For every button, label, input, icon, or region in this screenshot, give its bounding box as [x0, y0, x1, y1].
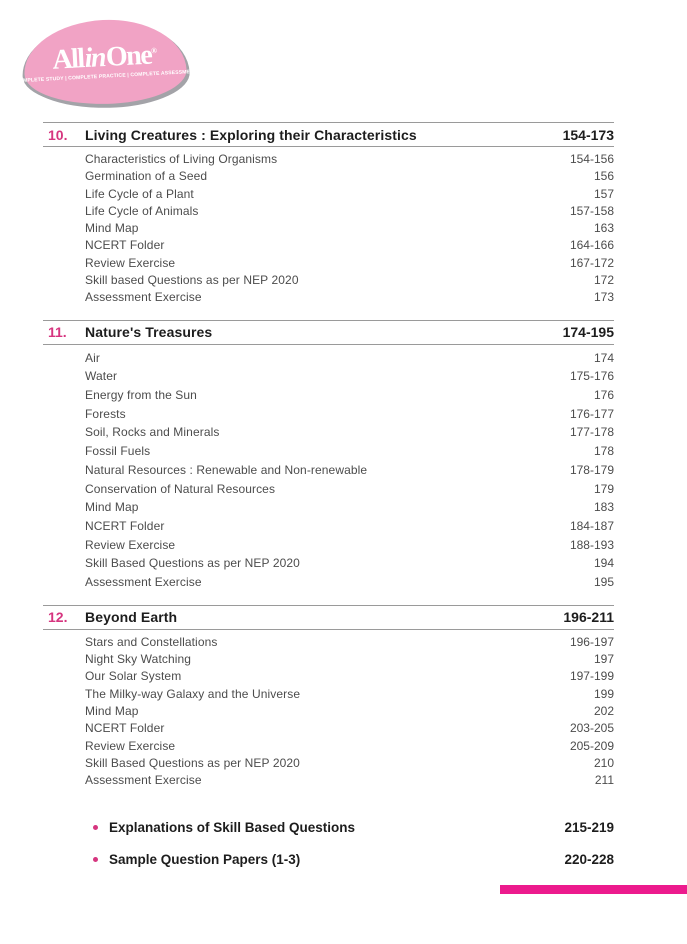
toc-entry-pages: 163 — [593, 221, 614, 236]
toc-entry-label: Conservation of Natural Resources — [85, 481, 276, 496]
table-of-contents — [43, 122, 614, 880]
toc-entry — [85, 703, 614, 720]
toc-entry-label: Fossil Fuels — [85, 444, 151, 459]
toc-entry-label: Natural Resources : Renewable and Non-renewable — [85, 462, 368, 477]
toc-entry — [85, 442, 614, 461]
toc-entry-pages: 188-193 — [569, 537, 614, 552]
extras-list — [43, 816, 614, 870]
toc-entry — [85, 405, 614, 424]
toc-entry-pages: 205-209 — [569, 738, 614, 753]
toc-entry-pages: 164-166 — [569, 238, 614, 253]
toc-entry-label: NCERT Folder — [85, 721, 165, 736]
toc-entry — [85, 349, 614, 368]
bullet-icon — [93, 857, 98, 862]
toc-entry — [85, 255, 614, 272]
toc-entry — [85, 237, 614, 254]
bullet-icon — [93, 825, 98, 830]
toc-entry — [85, 517, 614, 536]
toc-entry-label: Assessment Exercise — [85, 773, 202, 788]
toc-entry — [85, 554, 614, 573]
chapter-title: Nature's Treasures — [85, 324, 213, 341]
footer-accent-bar — [500, 885, 687, 894]
toc-entry-label: Life Cycle of Animals — [85, 203, 199, 218]
chapter-heading — [43, 122, 614, 147]
toc-entry-pages: 175-176 — [569, 369, 614, 384]
chapter-number: 12. — [48, 609, 68, 626]
allinone-logo — [14, 20, 197, 104]
toc-entry-pages: 154-156 — [569, 152, 614, 166]
toc-entry-label: Air — [85, 350, 100, 365]
toc-entry-label: Germination of a Seed — [85, 169, 208, 184]
toc-entry-label: Assessment Exercise — [85, 575, 202, 590]
toc-entry — [85, 151, 614, 168]
logo-wordmark — [52, 41, 158, 74]
toc-entry-label: Characteristics of Living Organisms — [85, 152, 278, 166]
toc-entry-pages: 178 — [593, 444, 614, 459]
chapter-page-range: 196-211 — [563, 609, 614, 626]
toc-entry — [85, 772, 614, 789]
toc-entry-pages: 157 — [593, 186, 614, 201]
toc-entry-pages: 195 — [593, 575, 614, 590]
chapter-title: Living Creatures : Exploring their Characteristics — [85, 126, 417, 143]
toc-entry-pages: 177-178 — [569, 425, 614, 440]
toc-entry — [85, 651, 614, 668]
logo-word-in: in — [83, 41, 106, 74]
toc-entry-label: Forests — [85, 406, 126, 421]
toc-entry-label: The Milky-way Galaxy and the Universe — [85, 686, 301, 701]
toc-entry-label: Our Solar System — [85, 669, 182, 684]
toc-entry-pages: 184-187 — [569, 519, 614, 533]
toc-entry — [85, 220, 614, 237]
chapter-section-10 — [43, 122, 614, 320]
toc-entry-label: Energy from the Sun — [85, 388, 197, 403]
toc-entry-pages: 199 — [593, 686, 614, 701]
toc-entry-pages: 172 — [593, 273, 614, 288]
chapter-number: 10. — [48, 126, 68, 143]
toc-entry-pages: 174 — [593, 350, 614, 365]
toc-entry-label: Water — [85, 369, 118, 384]
toc-entry-label: Mind Map — [85, 500, 139, 515]
toc-entry-pages: 202 — [593, 704, 614, 718]
toc-entry — [85, 272, 614, 289]
toc-entry-pages: 156 — [593, 169, 614, 184]
toc-entry-pages: 178-179 — [569, 462, 614, 477]
toc-entry — [85, 686, 614, 703]
toc-entry — [85, 668, 614, 685]
toc-entry-label: Life Cycle of a Plant — [85, 186, 194, 201]
toc-entry-pages: 203-205 — [569, 721, 614, 736]
toc-entry-label: Stars and Constellations — [85, 634, 218, 649]
chapter-title: Beyond Earth — [85, 609, 178, 626]
extra-entry-pages: 220-228 — [564, 851, 614, 867]
extra-entry-pages: 215-219 — [564, 819, 614, 835]
logo-blob — [14, 16, 197, 108]
toc-entry — [85, 386, 614, 405]
toc-entry — [85, 203, 614, 220]
logo-word-all: All — [51, 42, 85, 76]
toc-entry-pages: 176-177 — [569, 406, 614, 421]
toc-entry-label: Assessment Exercise — [85, 290, 202, 305]
toc-entry-label: Review Exercise — [85, 537, 176, 552]
chapter-number: 11. — [48, 324, 67, 341]
toc-entry — [85, 498, 614, 517]
toc-entry — [85, 536, 614, 555]
toc-entry — [85, 186, 614, 203]
toc-entry-label: Night Sky Watching — [85, 652, 192, 667]
registered-mark: ® — [150, 45, 158, 55]
toc-entry — [85, 289, 614, 306]
toc-entry-pages: 157-158 — [569, 203, 614, 218]
toc-entry-label: Skill Based Questions as per NEP 2020 — [85, 556, 300, 571]
extra-entry — [43, 848, 614, 870]
extra-entry-label: Sample Question Papers (1-3) — [109, 851, 301, 867]
logo-tagline: COMPLETE STUDY | COMPLETE PRACTICE | COMPLETE ASSESSMENT — [14, 68, 197, 84]
toc-entry — [85, 461, 614, 480]
extra-entry-label: Explanations of Skill Based Questions — [109, 819, 356, 835]
toc-entry-pages: 194 — [593, 556, 614, 571]
toc-entry-pages: 173 — [593, 290, 614, 305]
toc-entry-pages: 211 — [594, 773, 614, 788]
chapter-heading — [43, 320, 614, 345]
toc-entry — [85, 168, 614, 185]
extra-entry — [43, 816, 614, 838]
chapter-page-range: 154-173 — [562, 126, 614, 143]
chapter-page-range: 174-195 — [562, 324, 614, 341]
toc-entry-label: NCERT Folder — [85, 519, 165, 533]
logo-word-one: One — [105, 39, 152, 73]
toc-entry-pages: 197-199 — [569, 669, 614, 684]
toc-entry — [85, 634, 614, 651]
chapter-item-list — [43, 345, 614, 605]
toc-entry — [85, 423, 614, 442]
toc-entry-label: Soil, Rocks and Minerals — [85, 425, 220, 440]
chapter-heading — [43, 605, 614, 630]
toc-entry-pages: 167-172 — [569, 255, 614, 270]
toc-entry-label: Mind Map — [85, 221, 139, 236]
chapter-section-12 — [43, 605, 614, 803]
toc-entry — [85, 480, 614, 499]
toc-entry-pages: 196-197 — [569, 634, 614, 649]
toc-entry-pages: 176 — [593, 388, 614, 403]
toc-entry-pages: 197 — [593, 652, 614, 667]
toc-entry-pages: 179 — [593, 481, 614, 496]
toc-entry-pages: 210 — [593, 755, 614, 770]
toc-entry — [85, 738, 614, 755]
toc-entry-label: Skill Based Questions as per NEP 2020 — [85, 755, 300, 770]
toc-entry — [85, 755, 614, 772]
chapter-item-list — [43, 147, 614, 320]
toc-entry-label: NCERT Folder — [85, 238, 165, 253]
toc-entry — [85, 367, 614, 386]
toc-entry — [85, 720, 614, 737]
toc-entry-label: Skill based Questions as per NEP 2020 — [85, 273, 299, 288]
toc-entry-pages: 183 — [593, 500, 614, 515]
chapter-item-list — [43, 630, 614, 803]
chapter-section-11 — [43, 320, 614, 605]
toc-entry-label: Review Exercise — [85, 738, 176, 753]
toc-entry-label: Mind Map — [85, 704, 139, 718]
toc-entry-label: Review Exercise — [85, 255, 176, 270]
toc-entry — [85, 573, 614, 592]
